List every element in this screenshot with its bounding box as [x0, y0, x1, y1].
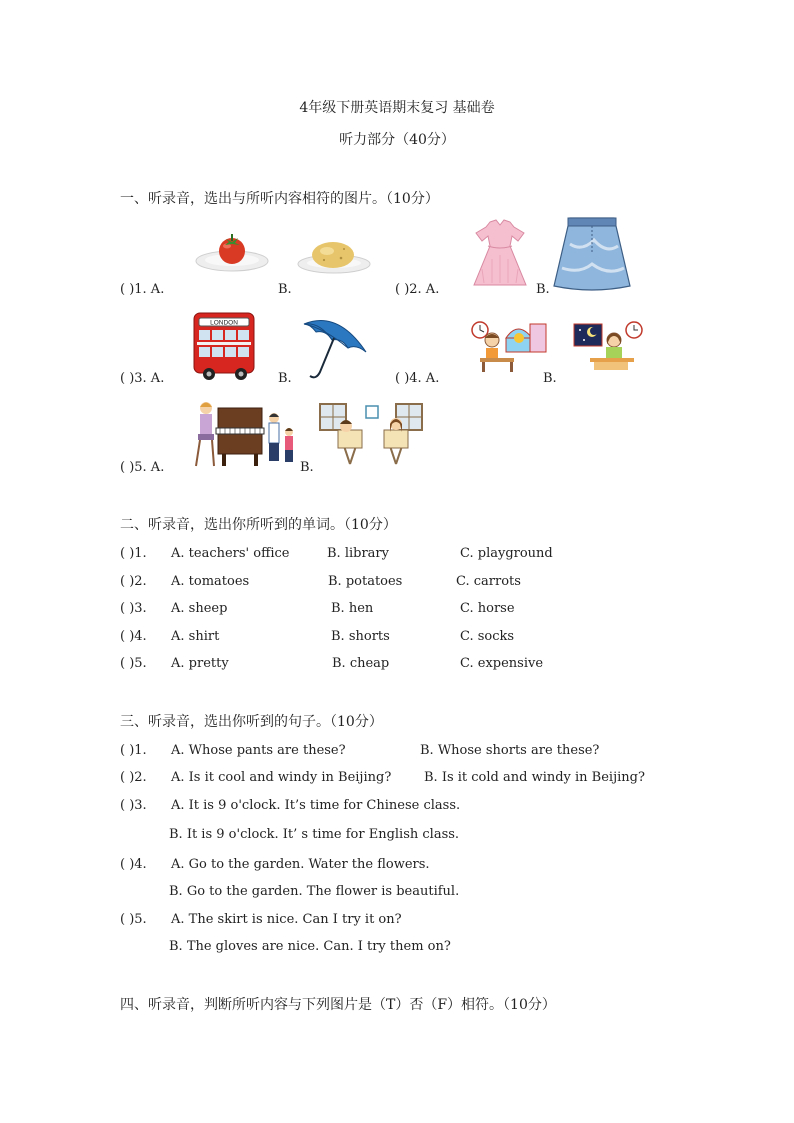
girl-at-desk-night-image: [570, 318, 646, 374]
p2-q3-number: ( )3.: [120, 601, 147, 616]
section-2-heading: 二、听录音，选出你所听到的单词。（10分）: [120, 517, 397, 533]
p2-q2-c: C. carrots: [456, 574, 521, 589]
p3-q1-a: A. Whose pants are these?: [171, 743, 346, 758]
p1-q2-b: B.: [536, 282, 550, 297]
p3-q1-b: B. Whose shorts are these?: [420, 743, 600, 758]
p3-q4-a: A. Go to the garden. Water the flowers.: [171, 857, 430, 872]
p2-q3-a: A. sheep: [171, 601, 228, 616]
p2-q4-a: A. shirt: [171, 629, 220, 644]
section-4-heading: 四、听录音，判断所听内容与下列图片是（T）否（F）相符。（10分）: [120, 997, 556, 1013]
p2-q3-b: B. hen: [331, 601, 374, 616]
p2-q4-c: C. socks: [460, 629, 515, 644]
bus-sign: LONDON: [210, 319, 238, 327]
p2-q1-number: ( )1.: [120, 546, 147, 561]
music-class-image: [192, 398, 302, 468]
p3-q1-number: ( )1.: [120, 743, 147, 758]
p3-q2-number: ( )2.: [120, 770, 147, 785]
p2-q1-c: C. playground: [460, 546, 553, 561]
section-1-heading: 一、听录音，选出与所听内容相符的图片。（10分）: [120, 191, 439, 207]
p1-q1-b: B.: [278, 282, 292, 297]
tomato-image: [194, 228, 270, 276]
p3-q3-a: A. It is 9 o'clock. It’s time for Chinese class.: [171, 798, 461, 813]
p2-q2-number: ( )2.: [120, 574, 147, 589]
p3-q4-b: B. Go to the garden. The flower is beautiful.: [169, 884, 460, 899]
page-subtitle: 听力部分（40分）: [339, 132, 455, 148]
p1-q4-b: B.: [543, 371, 557, 386]
p1-q3-b: B.: [278, 371, 292, 386]
p2-q5-a: A. pretty: [171, 656, 229, 671]
dress-image: [466, 219, 534, 291]
p2-q1-a: A. teachers' office: [171, 546, 290, 561]
p3-q5-b: B. The gloves are nice. Can. I try them on?: [169, 939, 451, 954]
p2-q2-a: A. tomatoes: [171, 574, 250, 589]
p1-q1-number: ( )1. A.: [120, 282, 165, 297]
p3-q3-b: B. It is 9 o'clock. It’ s time for English class.: [169, 827, 460, 842]
p2-q5-number: ( )5.: [120, 656, 147, 671]
p3-q2-b: B. Is it cold and windy in Beijing?: [424, 770, 645, 785]
p1-q5-number: ( )5. A.: [120, 460, 165, 475]
art-class-image: [316, 400, 426, 470]
p2-q1-b: B. library: [327, 546, 389, 561]
section-3-heading: 三、听录音，选出你听到的句子。（10分）: [120, 714, 383, 730]
p2-q4-b: B. shorts: [331, 629, 390, 644]
p2-q5-b: B. cheap: [332, 656, 390, 671]
skirt-image: [552, 214, 632, 294]
potato-image: [296, 234, 372, 276]
p2-q3-c: C. horse: [460, 601, 515, 616]
p3-q5-a: A. The skirt is nice. Can I try it on?: [171, 912, 402, 927]
umbrella-image: [298, 314, 370, 382]
p2-q2-b: B. potatoes: [328, 574, 403, 589]
p2-q4-number: ( )4.: [120, 629, 147, 644]
p3-q2-a: A. Is it cool and windy in Beijing?: [171, 770, 392, 785]
p1-q5-b: B.: [300, 460, 314, 475]
p2-q5-c: C. expensive: [460, 656, 544, 671]
p1-q4-number: ( )4. A.: [395, 371, 440, 386]
p1-q3-number: ( )3. A.: [120, 371, 165, 386]
bus-image: [191, 310, 257, 382]
p3-q4-number: ( )4.: [120, 857, 147, 872]
boy-at-desk-day-image: [470, 318, 550, 374]
p3-q5-number: ( )5.: [120, 912, 147, 927]
p1-q2-number: ( )2. A.: [395, 282, 440, 297]
p3-q3-number: ( )3.: [120, 798, 147, 813]
page-title: 4年级下册英语期末复习 基础卷: [299, 100, 495, 116]
